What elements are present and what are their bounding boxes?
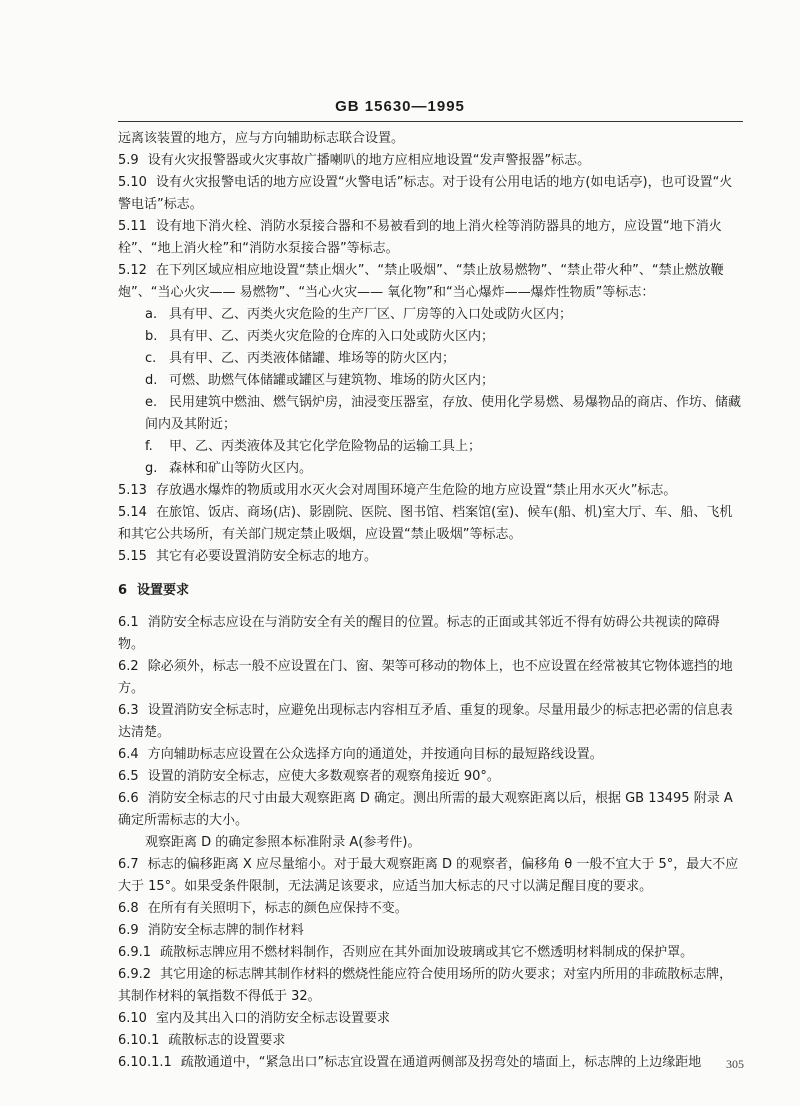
list-item: d. 可燃、助燃气体储罐或罐区与建筑物、堆场的防火区内；: [145, 373, 495, 388]
clause-6-4: 6.4 方向辅助标志应设置在公众选择方向的通道处，并按通向目标的最短路线设置。: [118, 747, 603, 762]
page-number: 305: [726, 1057, 744, 1071]
clause-5-14: 5.14 在旅馆、饭店、商场(店)、影剧院、医院、图书馆、档案馆(室)、候车(船、机)室大厅、车、船、飞机和其它公共场所，有关部门规定禁止吸烟，应设置“禁止吸烟”等标志。: [118, 505, 733, 542]
list-item: c. 具有甲、乙、丙类液体储罐、堆场等的防火区内；: [145, 351, 456, 366]
clause-6-3: 6.3 设置消防安全标志时，应避免出现标志内容相互矛盾、重复的现象。尽量用最少的标志把必需的信息表达清楚。: [118, 703, 733, 740]
clause-5-11: 5.11 设有地下消火栓、消防水泵接合器和不易被看到的地上消火栓等消防器具的地方，应设置“地下消火栓”、“地上消火栓”和“消防水泵接合器”等标志。: [118, 219, 722, 256]
clause-5-13: 5.13 存放遇水爆炸的物质或用水灭火会对周围环境产生危险的地方应设置“禁止用水灭火”标志。: [118, 483, 677, 498]
clause-5-10: 5.10 设有火灾报警电话的地方应设置“火警电话”标志。对于设有公用电话的地方(如电话亭)，也可设置“火警电话”标志。: [118, 175, 733, 212]
clause-6-8: 6.8 在所有有关照明下，标志的颜色应保持不变。: [118, 901, 408, 916]
clause-6-10-1: 6.10.1 疏散标志的设置要求: [118, 1033, 286, 1048]
clause-6-9-2: 6.9.2 其它用途的标志牌其制作材料的燃烧性能应符合使用场所的防火要求；对室内所用的非疏散标志牌，其制作材料的氧指数不得低于 32。: [118, 967, 733, 1004]
clause-6-10: 6.10 室内及其出入口的消防安全标志设置要求: [118, 1011, 390, 1026]
list-item: e. 民用建筑中燃油、燃气锅炉房，油浸变压器室，存放、使用化学易燃、易爆物品的商店、作坊、储藏间内及其附近；: [145, 395, 742, 432]
clause-5-9: 5.9 设有火灾报警器或火灾事故广播喇叭的地方应相应地设置“发声警报器”标志。: [118, 153, 591, 168]
clause-6-6: 6.6 消防安全标志的尺寸由最大观察距离 D 确定。测出所需的最大观察距离以后，根据 GB 13495 附录 A 确定所需标志的大小。: [118, 791, 733, 828]
clause-6-6-continuation: 观察距离 D 的确定参照本标准附录 A(参考件)。: [145, 835, 421, 850]
list-item: a. 具有甲、乙、丙类火灾危险的生产厂区、厂房等的入口处或防火区内；: [145, 307, 573, 322]
clause-6-10-1-1: 6.10.1.1 疏散通道中，“紧急出口”标志宜设置在通道两侧部及拐弯处的墙面上，标志牌的上边缘距地: [118, 1055, 702, 1070]
clause-6-9: 6.9 消防安全标志牌的制作材料: [118, 923, 304, 938]
clause-5-12: 5.12 在下列区域应相应地设置“禁止烟火”、“禁止吸烟”、“禁止放易燃物”、“禁止带火种”、“禁止燃放鞭炮”、“当心火灾—— 易燃物”、“当心火灾—— 氧化物”和“当心爆炸——爆炸性物质”等标志：: [118, 263, 724, 300]
list-item: f. 甲、乙、丙类液体及其它化学危险物品的运输工具上；: [145, 439, 482, 454]
document-body: [118, 128, 743, 1074]
paragraph: 远离该装置的地方，应与方向辅助标志联合设置。: [118, 131, 405, 146]
clause-6-7: 6.7 标志的偏移距离 X 应尽量缩小。对于最大观察距离 D 的观察者，偏移角 θ 一般不宜大于 5°，最大不应大于 15°。如果受条件限制，无法满足该要求，应适当加大标志的尺寸以满足醒目度的要求。: [118, 857, 739, 894]
clause-6-1: 6.1 消防安全标志应设在与消防安全有关的醒目的位置。标志的正面或其邻近不得有妨碍公共视读的障碍物。: [118, 615, 720, 652]
list-item: b. 具有甲、乙、丙类火灾危险的仓库的入口处或防火区内；: [145, 329, 495, 344]
page-header: GB 15630—1995: [335, 98, 465, 115]
clause-5-15: 5.15 其它有必要设置消防安全标志的地方。: [118, 549, 377, 564]
section-heading: 6 设置要求: [118, 583, 190, 598]
list-item: g. 森林和矿山等防火区内。: [145, 461, 313, 476]
header-rule: [118, 121, 743, 122]
clause-6-9-1: 6.9.1 疏散标志牌应用不燃材料制作，否则应在其外面加设玻璃或其它不燃透明材料制成的保护罩。: [118, 945, 694, 960]
clause-6-5: 6.5 设置的消防安全标志，应使大多数观察者的观察角接近 90°。: [118, 769, 500, 784]
clause-6-2: 6.2 除必须外，标志一般不应设置在门、窗、架等可移动的物体上，也不应设置在经常被其它物体遮挡的地方。: [118, 659, 733, 696]
